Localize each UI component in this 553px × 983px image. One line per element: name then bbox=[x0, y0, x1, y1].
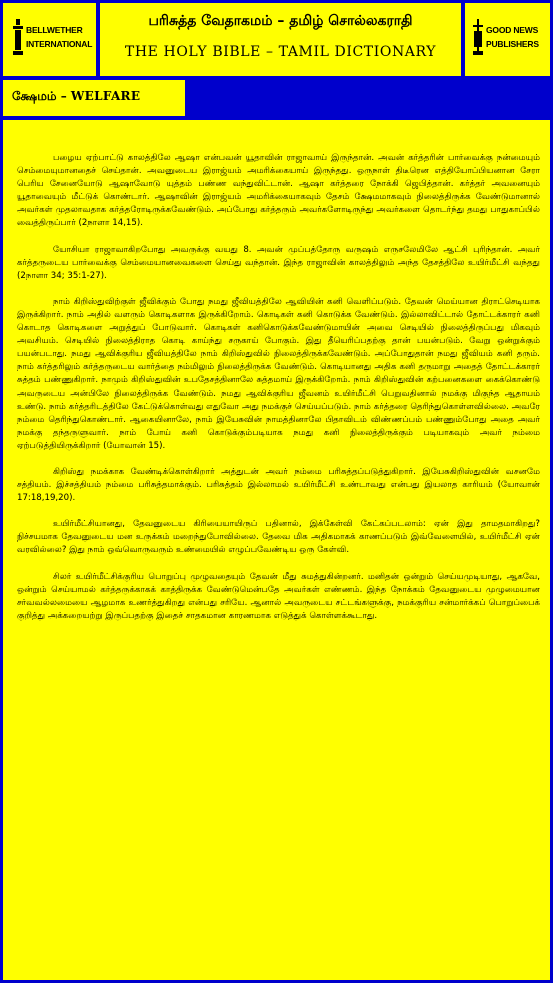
logo-right-line-2: PUBLISHERS bbox=[486, 39, 539, 49]
publisher-logo-left bbox=[3, 3, 96, 76]
publisher-logo-right bbox=[465, 3, 550, 76]
article-body bbox=[3, 120, 550, 980]
logo-left-line-1: BELLWETHER bbox=[26, 25, 83, 35]
paragraph: நாம் கிறிஸ்துவிற்குள் ஜீவிக்கும் போது நமது ஜீவியத்திலே ஆவியின் கனி வெளிப்படும். தேவன் மெய்யான திராட்செடியாக இருக்கிறார். நாம் அதில் வளரும் கொடிகளாக இருக்கிறோம். கொடிகள் கனி கொடுக்க வேண்டும். இல்லாவிட்டால் தோட்டக்காரர் கனி கொடாத கொடிகளை அறுத்துப் போடுவார். கொடிகள் கனிகொடுக்கவேண்டுமாயின் அவை செடியில் நிலைத்திருப்பது மிகவும் அவசியம். செடியில் நிலைத்திராத கொடி காய்ந்து சருகாய் போகும். இது தீயெரிப்பதற்கு தான் பயன்படும். வேறு ஒன்றுக்கும் பயன்படாது. நமது ஆவிக்குரிய ஜீவியத்திலே நாம் கிறிஸ்துவில் நிலைத்திருக்கவேண்டும். அப்போதுதான் நமது ஜீவியம் கனி தரும். நாம் கர்த்தரிலும் கர்த்தருடைய வார்த்தை நம்மிலும் நிலைத்திருக்க வேண்டும். கொடியானது அதிக கனி தருமாறு அதைத் தோட்டக்காரர் சுத்தம் பண்ணுகிறார். நாமும் கிறிஸ்துவின் உபதேசத்தினாலே சுத்தமாய் இருக்கிறோம். நாம் கிறிஸ்துவின் கற்பனைகளை கைக்கொண்டு அவருடைய அன்பிலே நிலைத்திருக்க வேண்டும். நமது ஆவிக்குரிய ஜீவனம் உயிர்மீட்சி பெறுவதினால் நமக்கு மிகுந்த ஆதாயம் உண்டு. நாம் கர்த்தரிடத்திலே கேட்டுக்கொள்வது எதுவோ அது நமக்குச் செய்யப்படும். நாம் கர்த்தரை தெரிந்துகொள்ளவில்லை. அவரே நம்மை தெரிந்துகொண்டார். ஆகையினாலே, நாம் இயேசுவின் நாமத்தினாலே பிதாவிடம் விண்ணப்பம் பண்ணும்போது அதை அவர் நமக்கு தந்தருளுவார். நாம் போய் கனி கொடுக்கும்படியாக நமது கனி நிலைத்திருக்கும் படியாகவும் அவர் நம்மை ஏற்படுத்தியிருக்கிறார் (யோவான் 15). bbox=[17, 296, 540, 451]
topic-tamil: க்ஷேமம் bbox=[12, 89, 57, 103]
paragraph: சிலர் உயிர்மீட்சிக்குரிய பொறுப்பு முழுவதையும் தேவன் மீது சுமத்துகின்றனர். மனிதன் ஒன்றும் செய்யமுடியாது, ஆகவே, ஒன்றும் செய்யாமல் கர்த்தருக்காகக் காத்திருக்க வேண்டுமென்பதே அவர்கள் எண்ணம். இந்த நோக்கம் தேவனுடைய முழுமையான சர்வவல்லமையை ஆழமாக உணர்த்துகிறது என்பது சரியே. ஆனால் அவருடைய சட்டங்களுக்கு, நமக்குரிய சன்மார்க்கப் பொறுப்பைக் குறித்து அக்கறையற்று இருப்பதற்கு இதைச் சாதகமான காரணமாக எடுத்துக் கொள்ளக்கூடாது. bbox=[17, 571, 540, 621]
paragraph: பழைய ஏற்பாட்டு காலத்திலே ஆஷா என்பவன் யூதாவின் ராஜாவாய் இருந்தான். அவன் கர்த்தரின் பார்வைக்கு நன்மையும் செம்மையுமானதைச் செய்தான். அவனுடைய இராஜ்யம் அமரிக்கையாய் இருந்தது. ஒருநாள் திடீரென எத்தியோப்பியனான சேரா பெரிய சேனையோடு ஆஷாவோடு யுத்தம் பண்ண வந்துவிட்டான். ஆஷா கர்த்தரை நோக்கி ஜெபித்தான். கர்த்தர் அவனையும் யூதாவையும் மீட்டுக் கொண்டார். ஆஷாவின் இராஜ்யம் அமரிக்கையாகவும் தேசம் க்ஷேமமாகவும் நிலைத்திருக்க வேண்டுமானால் அவர்கள் முதலாவதாக கர்த்தரோடிருக்கவேண்டும். அப்போது கர்த்தரும் அவர்களோடிருந்து அவர்களை தொடர்ந்து தமது பாதுகாப்பில் வைத்திருப்பார் (2நாளா 14,15). bbox=[17, 153, 540, 229]
paragraph: கிறிஸ்து நமக்காக வேண்டிக்கொள்கிறார் அத்துடன் அவர் நம்மை பரிசுத்தப்படுத்துகிறார். இயேசுகிறிஸ்துவின் வசனமே சத்தியம். இச்சத்தியம் நம்மை பரிசுத்தமாக்கும். பரிசுத்தம் இல்லாமல் உயிர்மீட்சி உண்டாவது என்பது இயலாத காரியம் (யோவான் 17:18,19,20). bbox=[17, 466, 540, 504]
paragraph: யோசியா ராஜாவாகிறபோது அவருக்கு வயது 8. அவன் முப்பத்தோரு வருஷம் எருசலேமிலே ஆட்சி புரிந்தான். அவர் கர்த்தருடைய பார்வைக்கு செம்மையானவைகளை செய்து வந்தான். இந்த ராஜாவின் காலத்திலும் அந்த தேசத்திலே உயிர்மீட்சி வந்தது (2நாளா 34; 35:1-27). bbox=[17, 244, 540, 281]
page-title-tamil: பரிசுத்த வேதாகமம் – தமிழ் சொல்லகராதி bbox=[148, 13, 413, 29]
topic-english: WELFARE bbox=[70, 89, 141, 103]
logo-right-line-1: GOOD NEWS bbox=[486, 25, 539, 35]
page-title-english: THE HOLY BIBLE – TAMIL DICTIONARY bbox=[124, 44, 437, 60]
topic-separator: – bbox=[56, 89, 71, 103]
paragraph: உயிர்மீட்சியானது, தேவனுடைய கிரியையாயிருப் பதினால், இக்கேள்வி கேட்கப்படலாம்: ஏன் இது தாமதமாகிறது? நிச்சயமாக தேவனுடைய மன உருக்கம் மறைந்துபோவில்லை. தேவை மிக அதிகமாகக் காணப்படும் இவ்வேளையில், உயிர்மீட்சி ஏன் வரவில்லை? இது நாம் ஒவ்வொருவரும் உண்மையில் எழுப்பவேண்டிய ஒரு கேள்வி. bbox=[17, 519, 540, 556]
good-news-logo-icon bbox=[473, 19, 483, 55]
topic-heading bbox=[3, 80, 185, 116]
logo-left-line-2: INTERNATIONAL bbox=[26, 39, 93, 49]
bellwether-logo-icon bbox=[13, 19, 23, 55]
title-banner bbox=[100, 3, 461, 76]
